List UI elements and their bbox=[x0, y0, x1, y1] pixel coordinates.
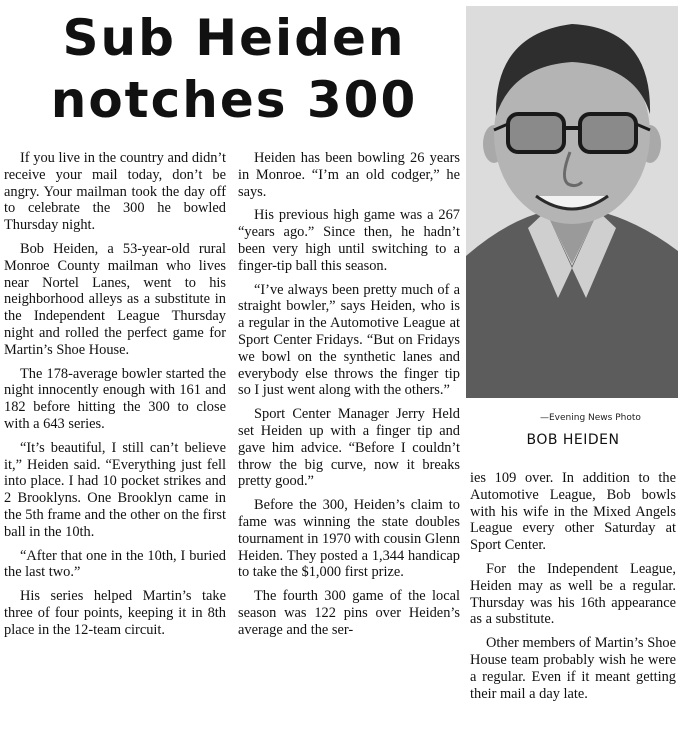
paragraph: “I’ve always been pretty much of a straight bowler,” says Heiden, who is a regular in the Automotive League at Sport Center Fridays. “But on Fridays we bowl on the synthetic lanes and everybody else throws the finger tip so I just went along with the others.” bbox=[238, 281, 460, 399]
paragraph: If you live in the country and didn’t receive your mail today, don’t be angry. Your mailman took the day off to celebrate the 300 he bowled Thursday night. bbox=[4, 150, 226, 234]
photo-credit: —Evening News Photo bbox=[540, 413, 641, 423]
photo-caption: BOB HEIDEN bbox=[526, 432, 620, 448]
paragraph: His series helped Martin’s take three of four points, keeping it in 8th place in the 12-team circuit. bbox=[4, 588, 226, 638]
portrait-photo bbox=[466, 6, 678, 398]
article-column-1 bbox=[4, 150, 226, 646]
paragraph: The 178-average bowler started the night innocently enough with 161 and 182 before hitting the 300 to close with a 643 series. bbox=[4, 365, 226, 432]
paragraph: “It’s beautiful, I still can’t believe it,” Heiden said. “Everything just fell into place. I had 10 pocket strikes and 2 Brooklyns. One Brooklyn came in the 5th frame and the other on the first ball in the 10th. bbox=[4, 439, 226, 540]
headline-line-2: notches 300 bbox=[50, 71, 418, 129]
paragraph: “After that one in the 10th, I buried the last two.” bbox=[4, 547, 226, 581]
paragraph: Other members of Martin’s Shoe House team probably wish he were a regular. Even if it meant getting their mail a day late. bbox=[470, 635, 676, 702]
paragraph: His previous high game was a 267 “years ago.” Since then, he hadn’t been very high until switching to a finger-tip ball this season. bbox=[238, 207, 460, 274]
paragraph: The fourth 300 game of the local season was 122 pins over Heiden’s average and the ser- bbox=[238, 588, 460, 638]
paragraph: For the Independent League, Heiden may as well be a regular. Thursday was his 16th appearance as a substitute. bbox=[470, 560, 676, 628]
paragraph: Before the 300, Heiden’s claim to fame was winning the state doubles tournament in 1970 with cousin Glenn Heiden. They posted a 1,344 handicap to take the $1,000 first prize. bbox=[238, 497, 460, 581]
paragraph: ies 109 over. In addition to the Automotive League, Bob bowls with his wife in the Mixed Angels League every other Saturday at Sport Center. bbox=[470, 470, 676, 554]
article-column-2 bbox=[238, 150, 460, 646]
paragraph: Sport Center Manager Jerry Held set Heiden up with a finger tip and gave him advice. “Before I couldn’t throw the big curve, now it breaks pretty good.” bbox=[238, 406, 460, 490]
article-column-3 bbox=[470, 470, 676, 709]
headline-line-1: Sub Heiden bbox=[62, 9, 406, 67]
paragraph: Heiden has been bowling 26 years in Monroe. “I’m an old codger,” he says. bbox=[238, 150, 460, 200]
paragraph: Bob Heiden, a 53-year-old rural Monroe County mailman who lives near Nortel Lanes, went to his neighborhood alleys as a substitute in the Independent League Thursday night and rolled the perfect game for Martin’s Shoe House. bbox=[4, 240, 226, 358]
